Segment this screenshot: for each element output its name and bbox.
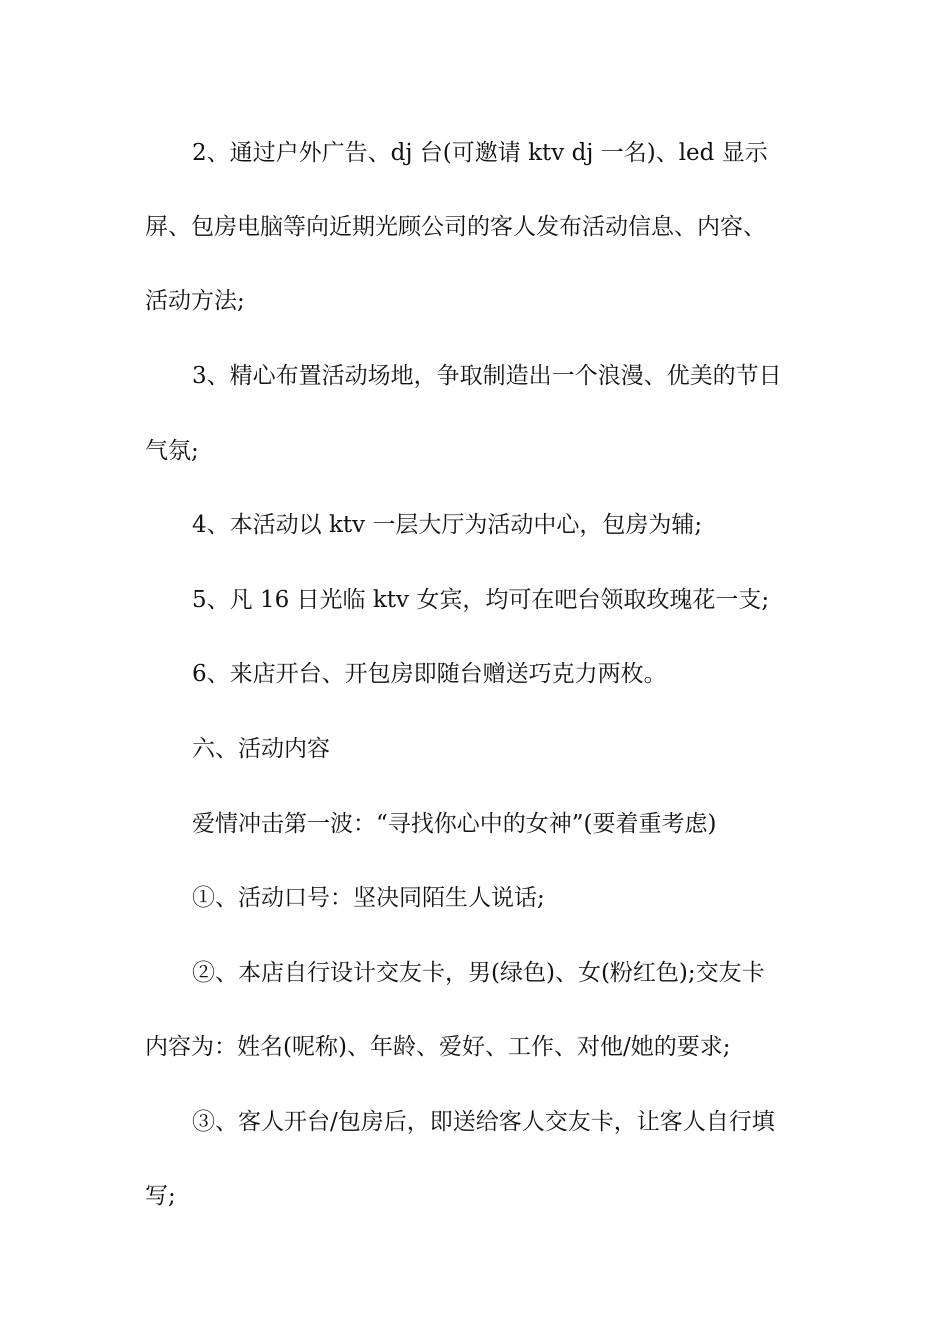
paragraph-line: 写;	[145, 1183, 176, 1209]
paragraph-line: 2、通过户外广告、dj 台(可邀请 ktv dj 一名)、led 显示	[192, 140, 768, 166]
paragraph-line: 内容为：姓名(呢称)、年龄、爱好、工作、对他/她的要求;	[145, 1034, 731, 1060]
paragraph-line: 3、精心布置活动场地，争取制造出一个浪漫、优美的节日	[192, 363, 782, 389]
paragraph-line: ②、本店自行设计交友卡，男(绿色)、女(粉红色);交友卡	[192, 960, 765, 986]
paragraph-line: 气氛;	[145, 438, 199, 464]
paragraph-line: 4、本活动以 ktv 一层大厅为活动中心，包房为辅;	[192, 512, 703, 538]
paragraph-line: 6、来店开台、开包房即随台赠送巧克力两枚。	[192, 661, 667, 687]
paragraph-line: 屏、包房电脑等向近期光顾公司的客人发布活动信息、内容、	[145, 214, 766, 240]
paragraph-line: 5、凡 16 日光临 ktv 女宾，均可在吧台领取玫瑰花一支;	[192, 587, 770, 613]
paragraph-line: 爱情冲击第一波：“寻找你心中的女神”(要着重考虑)	[192, 811, 717, 837]
section-heading: 六、活动内容	[192, 736, 330, 762]
paragraph-line: 活动方法;	[145, 288, 245, 314]
paragraph-line: ③、客人开台/包房后，即送给客人交友卡，让客人自行填	[192, 1109, 775, 1135]
paragraph-line: ①、活动口号：坚决同陌生人说话;	[192, 885, 545, 911]
